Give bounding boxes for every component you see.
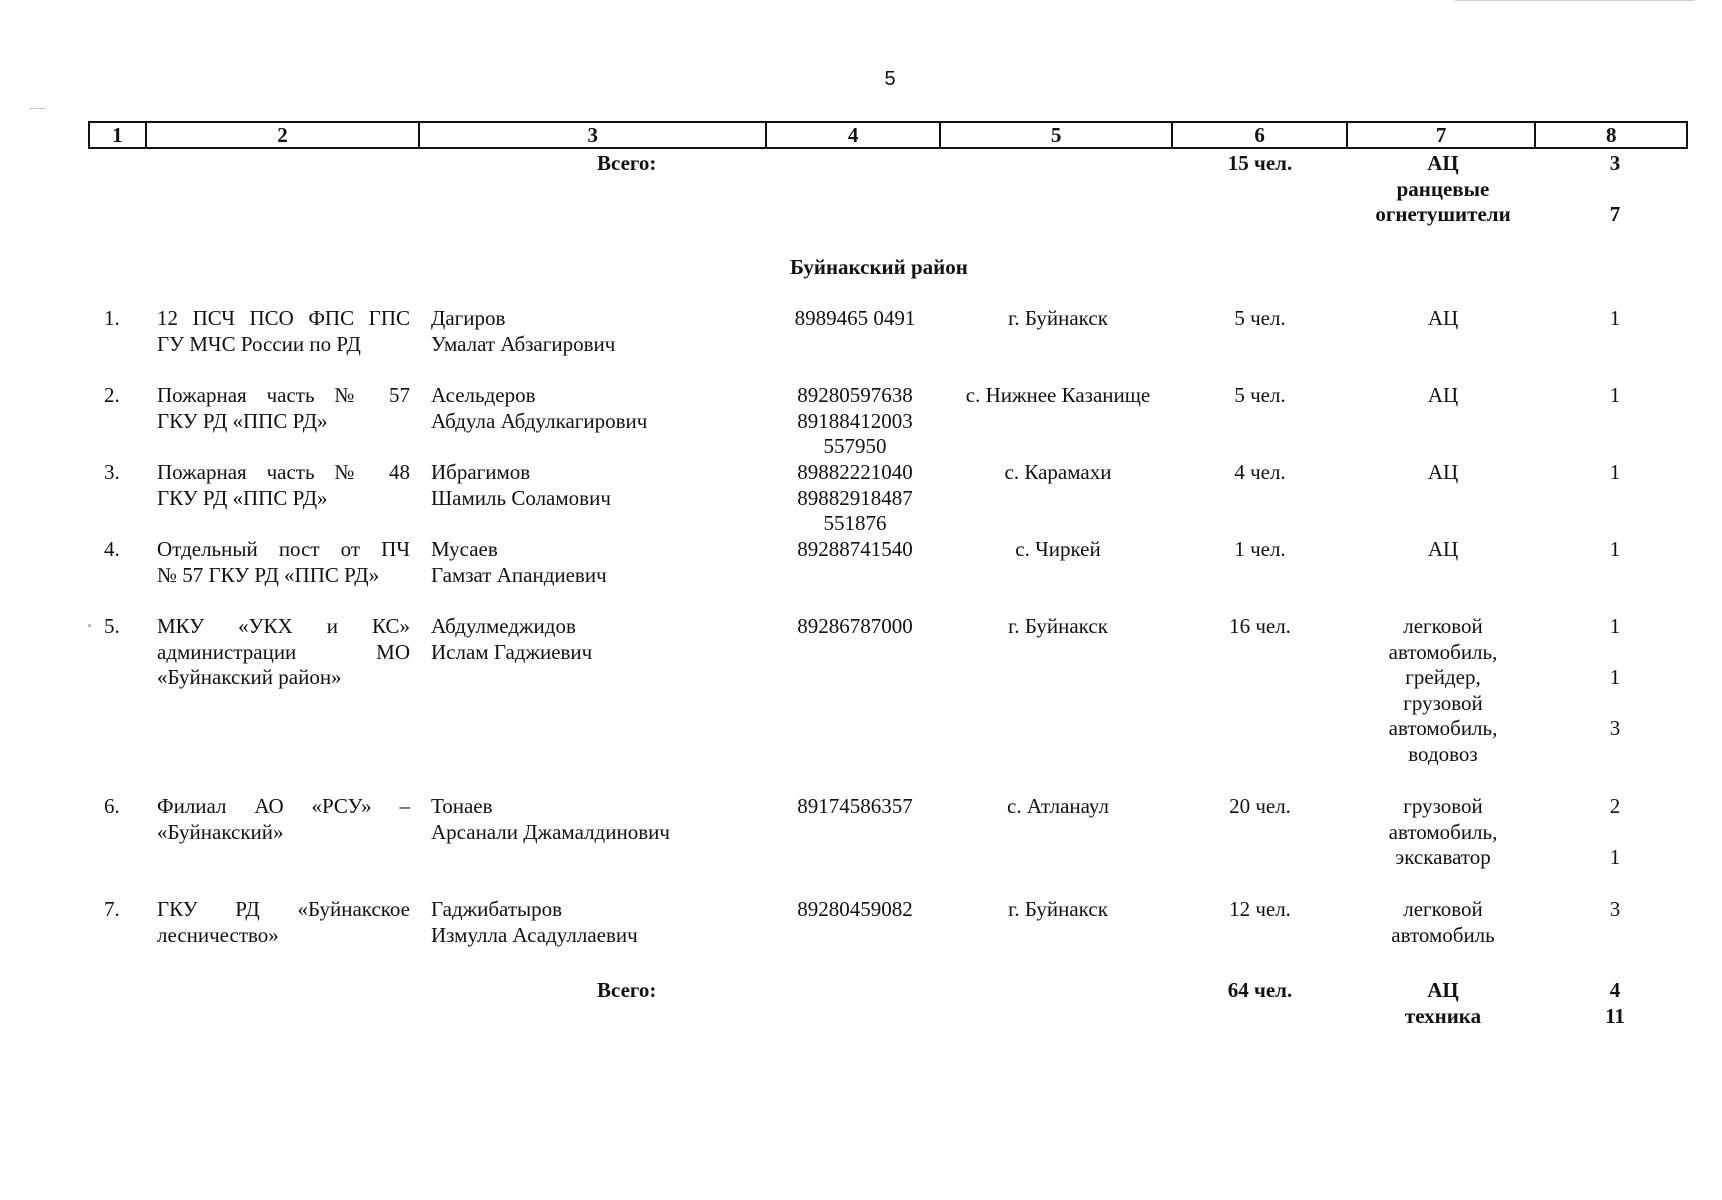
personnel-count: 4 чел.	[1234, 460, 1286, 484]
scan-artifact	[30, 108, 46, 109]
equipment-line: водовоз	[1408, 741, 1478, 766]
equipment-line: огнетушители	[1375, 202, 1511, 226]
phone-numbers	[790, 614, 920, 640]
row-number: 4.	[104, 537, 120, 561]
phone-numbers	[790, 383, 920, 460]
organization-line: Филиал АО «РСУ» –	[157, 794, 410, 818]
equipment-line: АЦ	[1427, 151, 1459, 175]
phone-line: 89288741540	[797, 537, 913, 561]
organization-name	[157, 614, 410, 691]
person-line: Абдулмеджидов	[431, 614, 576, 638]
count-line	[1580, 820, 1650, 846]
total-label: Всего:	[597, 978, 657, 1002]
location: с. Нижнее Казанище	[965, 383, 1151, 407]
equipment-line: АЦ	[1427, 537, 1459, 561]
organization-line: «Буйнакский район»	[157, 665, 342, 689]
equipment-list	[1348, 794, 1538, 871]
count-line	[1580, 923, 1650, 949]
header-col-6: 6	[1173, 123, 1348, 147]
count-line: 2	[1609, 794, 1621, 818]
count-line: 3	[1609, 716, 1621, 740]
organization-line: 12 ПСЧ ПСО ФПС ГПС	[157, 306, 410, 330]
phone-line: 89174586357	[797, 794, 913, 818]
person-line: Арсанали Джамалдинович	[431, 819, 670, 844]
location: с. Атланаул	[1007, 794, 1109, 818]
location: с. Карамахи	[1004, 460, 1112, 484]
row-number: 3.	[104, 460, 120, 484]
row-number: 2.	[104, 383, 120, 407]
phone-line: 89882918487	[797, 485, 913, 510]
person-line: Гаджибатыров	[431, 897, 563, 921]
header-col-2: 2	[147, 123, 420, 147]
equipment-line: АЦ	[1427, 460, 1459, 484]
equipment-line: автомобиль,	[1388, 639, 1498, 664]
organization-name	[157, 460, 410, 511]
equipment-line: грузовой	[1403, 690, 1483, 715]
phone-line: 557950	[823, 434, 887, 458]
equipment-line: грузовой	[1403, 794, 1483, 818]
count-line	[1580, 177, 1650, 203]
equipment-line: легковой	[1403, 897, 1483, 921]
organization-line: администрации МО	[157, 639, 410, 664]
table-header-row	[88, 121, 1688, 149]
scan-artifact	[1455, 0, 1695, 1]
organization-line: ГУ МЧС России по РД	[157, 331, 361, 356]
phone-line: 89280459082	[797, 897, 913, 921]
organization-name	[157, 537, 410, 588]
row-number: 1.	[104, 306, 120, 330]
responsible-person	[431, 614, 592, 665]
count-line: 4	[1609, 978, 1621, 1002]
organization-name	[157, 306, 410, 357]
count-line: 1	[1609, 460, 1621, 484]
equipment-line: экскаватор	[1395, 845, 1491, 869]
row-number: 7.	[104, 897, 120, 921]
person-line: Измулла Асадуллаевич	[431, 922, 638, 947]
responsible-person	[431, 460, 611, 511]
organization-line: ГКУ РД «Буйнакское	[157, 897, 410, 921]
organization-line: лесничество»	[157, 922, 279, 947]
location: г. Буйнакск	[1008, 306, 1108, 330]
equipment-counts	[1580, 383, 1650, 409]
phone-numbers	[790, 897, 920, 923]
phone-numbers	[790, 306, 920, 332]
organization-line: МКУ «УКХ и КС»	[157, 614, 410, 638]
phone-line: 89188412003	[797, 408, 913, 433]
equipment-list	[1348, 614, 1538, 767]
organization-line: № 57 ГКУ РД «ППС РД»	[157, 562, 380, 587]
count-line: 1	[1609, 845, 1621, 869]
organization-name	[157, 794, 410, 845]
previous-total-equipment	[1348, 151, 1538, 228]
organization-line: ГКУ РД «ППС РД»	[157, 408, 328, 433]
organization-name	[157, 383, 410, 434]
person-line: Ислам Гаджиевич	[431, 639, 593, 664]
equipment-list	[1348, 897, 1538, 948]
scan-artifact	[88, 624, 91, 627]
count-line	[1580, 691, 1650, 717]
previous-total-people: 15 чел.	[1227, 151, 1293, 175]
equipment-list	[1348, 460, 1538, 486]
count-line: 3	[1609, 897, 1621, 921]
phone-line: 89882221040	[797, 460, 913, 484]
equipment-line: грейдер,	[1405, 665, 1481, 689]
equipment-line: автомобиль,	[1388, 819, 1498, 844]
phone-numbers	[790, 794, 920, 820]
count-line: 3	[1609, 151, 1621, 175]
equipment-counts	[1580, 794, 1650, 871]
count-line: 1	[1609, 665, 1621, 689]
section-title: Буйнакский район	[790, 255, 968, 279]
equipment-list	[1348, 383, 1538, 409]
equipment-line: техника	[1404, 1003, 1482, 1028]
phone-line: 8989465 0491	[794, 306, 916, 330]
location: с. Чиркей	[1015, 537, 1101, 561]
equipment-line: легковой	[1403, 614, 1483, 638]
equipment-line: автомобиль,	[1388, 716, 1498, 740]
count-line: 1	[1609, 383, 1621, 407]
person-line: Гамзат Апандиевич	[431, 562, 607, 587]
header-col-5: 5	[941, 123, 1173, 147]
organization-line: Пожарная часть № 57	[157, 383, 410, 407]
personnel-count: 20 чел.	[1229, 794, 1291, 818]
header-col-1: 1	[90, 123, 147, 147]
responsible-person	[431, 794, 670, 845]
count-line: 7	[1609, 202, 1621, 226]
responsible-person	[431, 306, 615, 357]
equipment-counts	[1580, 897, 1650, 948]
equipment-line: автомобиль	[1391, 922, 1495, 947]
equipment-counts	[1580, 537, 1650, 563]
total-counts	[1580, 978, 1650, 1029]
location: г. Буйнакск	[1008, 614, 1108, 638]
organization-line: ГКУ РД «ППС РД»	[157, 485, 328, 510]
phone-line: 89280597638	[797, 383, 913, 407]
count-line: 1	[1609, 306, 1621, 330]
organization-name	[157, 897, 410, 948]
responsible-person	[431, 383, 647, 434]
page-number: 5	[884, 68, 896, 90]
person-line: Мусаев	[431, 537, 498, 561]
equipment-list	[1348, 306, 1538, 332]
count-line	[1580, 640, 1650, 666]
row-number: 6.	[104, 794, 120, 818]
header-col-7: 7	[1348, 123, 1537, 147]
phone-numbers	[790, 537, 920, 563]
equipment-line: АЦ	[1427, 306, 1459, 330]
count-line: 1	[1609, 614, 1621, 638]
header-col-8: 8	[1605, 123, 1617, 147]
personnel-count: 5 чел.	[1234, 383, 1286, 407]
total-people: 64 чел.	[1227, 978, 1293, 1002]
person-line: Тонаев	[431, 794, 493, 818]
count-line: 11	[1605, 1003, 1625, 1028]
person-line: Дагиров	[431, 306, 506, 330]
equipment-list	[1348, 537, 1538, 563]
person-line: Умалат Абзагирович	[431, 331, 616, 356]
location: г. Буйнакск	[1008, 897, 1108, 921]
previous-total-label: Всего:	[597, 151, 657, 175]
organization-line: «Буйнакский»	[157, 819, 284, 844]
equipment-counts	[1580, 614, 1650, 767]
equipment-counts	[1580, 306, 1650, 332]
equipment-line: ранцевые	[1396, 176, 1490, 201]
person-line: Абдула Абдулкагирович	[431, 408, 648, 433]
responsible-person	[431, 537, 607, 588]
row-number: 5.	[104, 614, 120, 638]
person-line: Ибрагимов	[431, 460, 531, 484]
header-col-4: 4	[767, 123, 941, 147]
phone-line: 551876	[823, 511, 887, 535]
total-equipment	[1348, 978, 1538, 1029]
equipment-counts	[1580, 460, 1650, 486]
organization-line: Отдельный пост от ПЧ	[157, 537, 410, 561]
person-line: Шамиль Соламович	[431, 485, 611, 510]
responsible-person	[431, 897, 638, 948]
personnel-count: 12 чел.	[1229, 897, 1291, 921]
organization-line: Пожарная часть № 48	[157, 460, 410, 484]
previous-total-counts	[1580, 151, 1650, 228]
count-line	[1580, 742, 1650, 768]
count-line: 1	[1609, 537, 1621, 561]
person-line: Асельдеров	[431, 383, 536, 407]
equipment-line: АЦ	[1427, 383, 1459, 407]
equipment-line: АЦ	[1427, 978, 1459, 1002]
personnel-count: 16 чел.	[1229, 614, 1291, 638]
personnel-count: 5 чел.	[1234, 306, 1286, 330]
personnel-count: 1 чел.	[1234, 537, 1286, 561]
header-col-3: 3	[420, 123, 767, 147]
phone-line: 89286787000	[797, 614, 913, 638]
phone-numbers	[790, 460, 920, 537]
